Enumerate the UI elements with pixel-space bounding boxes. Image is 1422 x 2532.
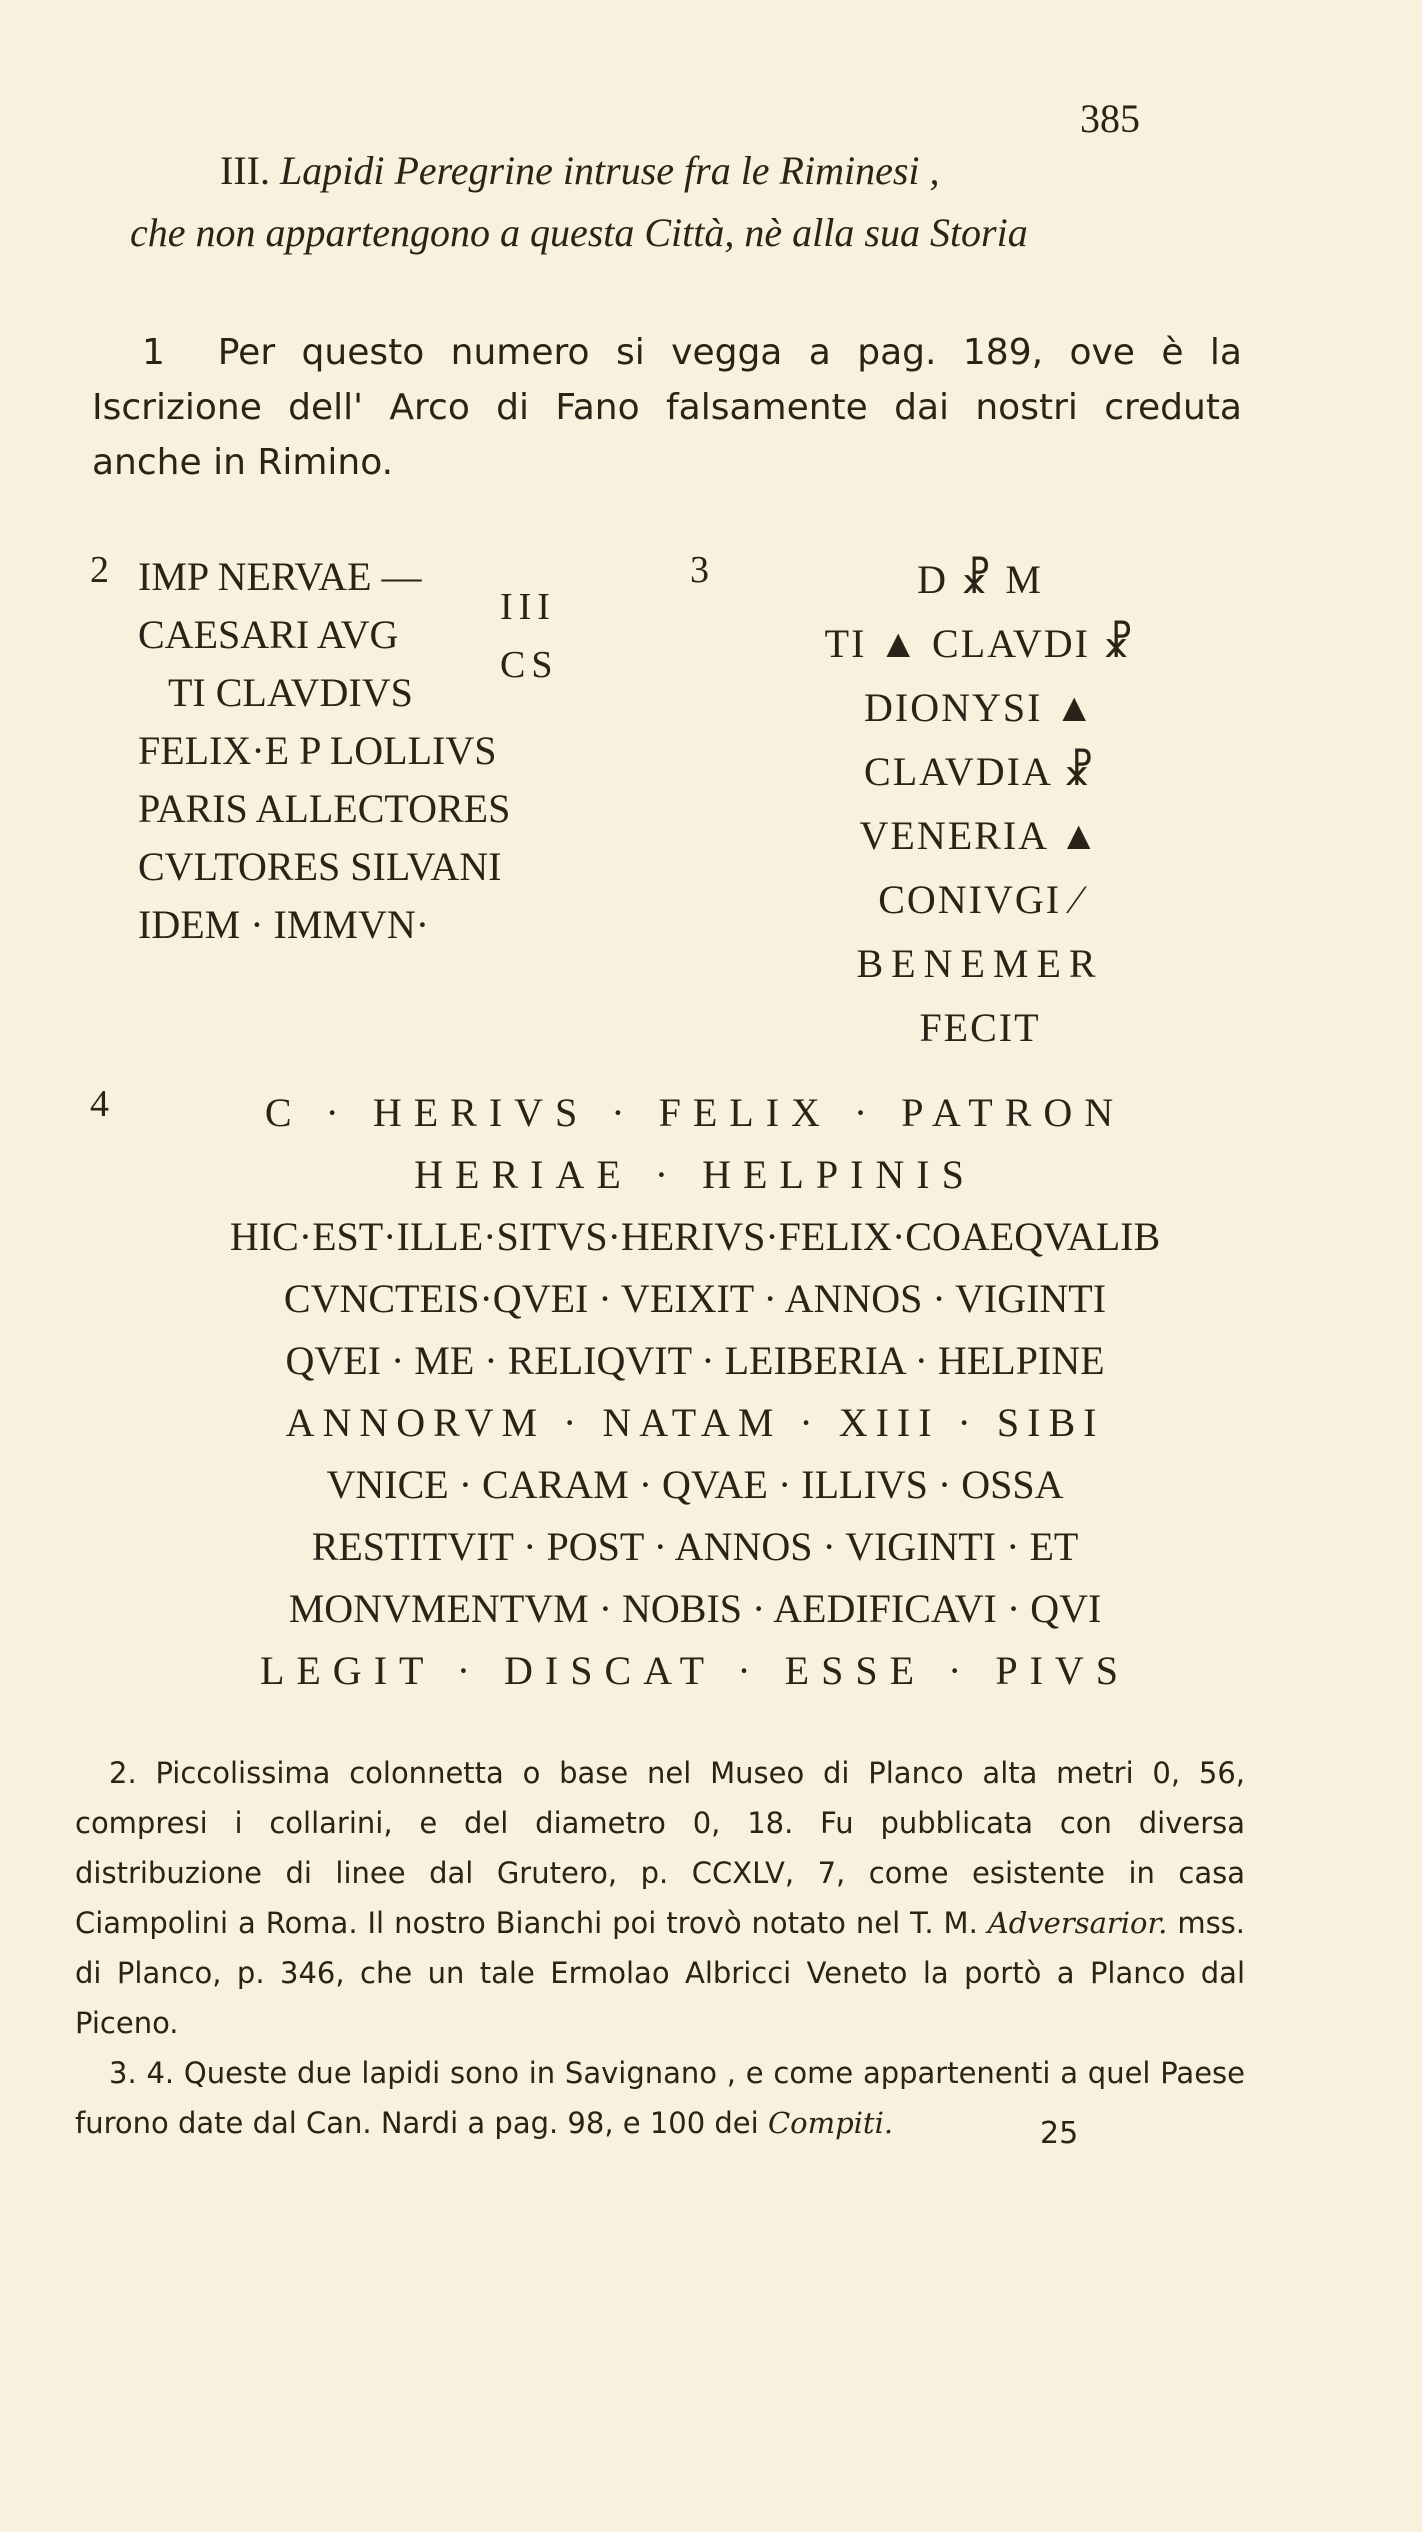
- footnotes: [75, 1748, 1245, 2148]
- inscription-line: HERIAE · HELPINIS: [414, 1152, 976, 1197]
- inscription-line: HIC·EST·ILLE·SITVS·HERIVS·FELIX·COAEQVALIB: [229, 1214, 1161, 1259]
- intro-number: 1: [142, 332, 165, 373]
- inscription-line: PARIS ALLECTORES: [138, 786, 511, 831]
- inscription-line: FELIX·E P LOLLIVS: [138, 728, 497, 773]
- inscription-4-number: 4: [90, 1083, 109, 1125]
- inscription-line: TI CLAVDIVS: [168, 670, 413, 715]
- inscription-line: VNICE · CARAM · QVAE · ILLIVS · OSSA: [326, 1462, 1064, 1507]
- inscription-line: IMP NERVAE —: [138, 554, 422, 599]
- inscription-2-number: 2: [90, 549, 109, 591]
- intro-paragraph: [92, 325, 1242, 490]
- heading-line-1: Lapidi Peregrine intruse fra le Riminesi ,: [279, 148, 940, 193]
- inscription-line: MONVMENTVM · NOBIS · AEDIFICAVI · QVI: [288, 1586, 1102, 1631]
- inscription-line: CVLTORES SILVANI: [138, 844, 502, 889]
- inscription-4: [150, 1082, 1240, 1702]
- inscription-line: C · HERIVS · FELIX · PATRON: [264, 1090, 1126, 1135]
- inscription-3-number: 3: [690, 549, 709, 591]
- footnote-3-4: 3. 4. Queste due lapidi sono in Savignano , e come appartenenti a quel Paese furono date dal Can. Nardi a pag. 98, e 100 dei Compiti.: [75, 2056, 1245, 2140]
- section-numeral: III.: [220, 148, 270, 193]
- inscription-line: IDEM · IMMVN·: [138, 902, 430, 947]
- footnote-italic: Compiti.: [767, 2106, 894, 2140]
- inscription-line: QVEI · ME · RELIQVIT · LEIBERIA · HELPINE: [285, 1338, 1105, 1383]
- inscription-line: RESTITVIT · POST · ANNOS · VIGINTI · ET: [311, 1524, 1079, 1569]
- inscription-line: CAESARI AVG: [138, 612, 399, 657]
- inscription-superscript: III CS: [500, 586, 559, 686]
- heading-line-2: che non appartengono a questa Città, nè alla sua Storia: [130, 210, 1028, 255]
- footnote-italic: Adversarior.: [987, 1906, 1168, 1940]
- inscription-line: LEGIT · DISCAT · ESSE · PIVS: [259, 1648, 1131, 1693]
- inscription-line: ANNORVM · NATAM · XIII · SIBI: [285, 1400, 1105, 1445]
- inscription-line: BENEMER: [856, 941, 1104, 986]
- inscription-line: D ☧ M: [917, 557, 1043, 602]
- inscription-line: TI ▲ CLAVDI ☧: [824, 621, 1136, 666]
- signature-mark: 25: [1040, 2116, 1079, 2151]
- inscription-line: CLAVDIA ☧: [864, 749, 1096, 794]
- footnote-2: 2. Piccolissima colonnetta o base nel Museo di Planco alta metri 0, 56, compresi i collarini, e del diametro 0, 18. Fu pubblicata con diversa distribuzione di linee dal Grutero, p. CCXLV, 7, come esistente in casa Ciampolini a Roma. Il nostro Bianchi poi trovò notato nel T. M. Adversarior. mss. di Planco, p. 346, che un tale Ermolao Albricci Veneto la portò a Planco dal Piceno.: [75, 1756, 1246, 2040]
- page-number: 385: [1080, 96, 1140, 141]
- inscription-line: VENERIA ▲: [859, 813, 1101, 858]
- inscription-line: DIONYSI ▲: [863, 685, 1097, 730]
- section-heading: [130, 140, 1300, 264]
- intro-text: Per questo numero si vegga a pag. 189, ove è la Iscrizione dell' Arco di Fano falsamente dai nostri creduta anche in Rimino.: [92, 332, 1242, 483]
- inscription-2: [138, 548, 559, 954]
- inscription-line: CVNCTEIS·QVEI · VEIXIT · ANNOS · VIGINTI: [283, 1276, 1107, 1321]
- inscription-line: FECIT: [919, 1005, 1041, 1050]
- inscription-3: [790, 548, 1170, 1060]
- inscription-line: CONIVGI ⁄: [878, 877, 1082, 922]
